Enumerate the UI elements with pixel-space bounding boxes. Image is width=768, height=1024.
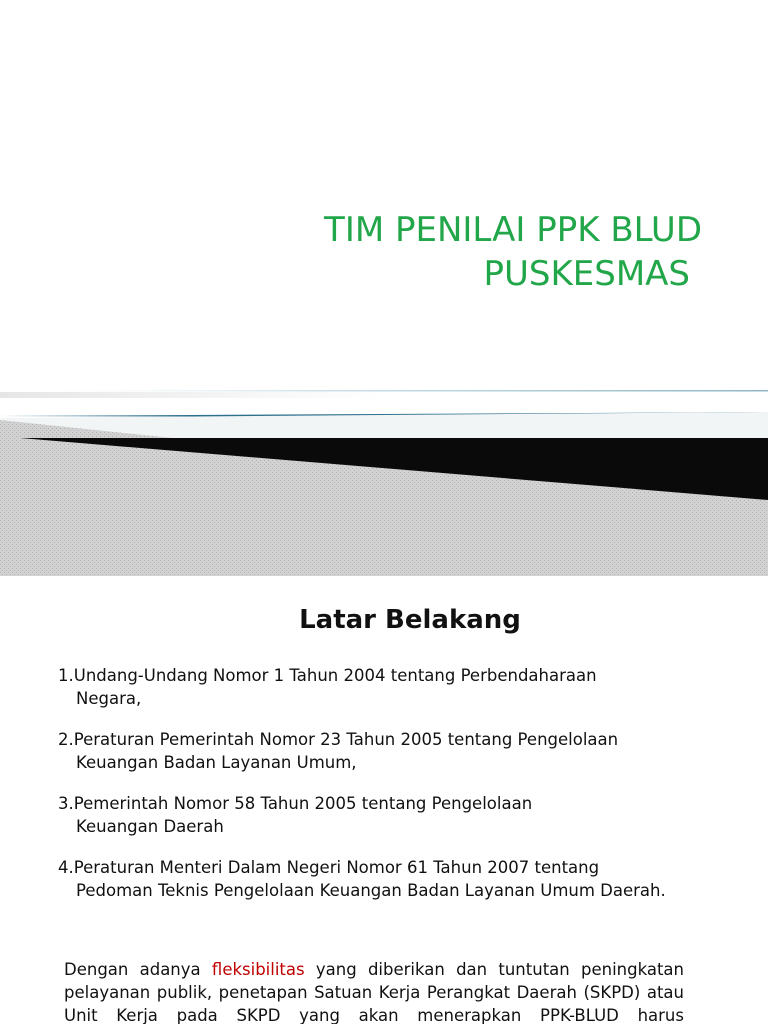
list-item — [58, 728, 718, 774]
content-slide — [0, 576, 768, 1024]
list-item-text — [58, 792, 532, 838]
list-item-number: 2. — [58, 730, 74, 749]
title-line-2: PUSKESMAS — [483, 254, 690, 294]
list-item-line: Peraturan Pemerintah Nomor 23 Tahun 2005 tentang Pengelolaan — [73, 730, 619, 749]
paragraph-text: pelayanan publik, penetapan Satuan Kerja Perangkat Daerah (SKPD) — [64, 983, 641, 1002]
section-heading: Latar Belakang — [299, 605, 521, 635]
title-line-1: TIM PENILAI PPK BLUD — [324, 210, 702, 250]
band-top-line — [0, 390, 768, 392]
paragraph-text: atau Unit Kerja pada SKPD yang akan menerapkan PPK-BLUD harus — [64, 983, 684, 1024]
list-item-line: Pemerintah Nomor 58 Tahun 2005 tentang Pengelolaan — [73, 794, 533, 813]
list-item — [58, 664, 718, 710]
list-item-line: Peraturan Menteri Dalam Negeri Nomor 61 Tahun 2007 tentang — [73, 858, 600, 877]
list-item-number: 4. — [58, 858, 74, 877]
decorative-band — [0, 388, 768, 576]
list-item — [58, 856, 718, 902]
body-paragraph — [64, 958, 684, 1024]
list-item-line: Undang-Undang Nomor 1 Tahun 2004 tentang Perbendaharaan — [73, 666, 597, 685]
list-item-line: Negara, — [76, 689, 142, 708]
list-item — [58, 792, 718, 838]
list-item-text — [58, 856, 666, 902]
paragraph-text: yang diberikan dan tuntutan peningkatan — [315, 960, 685, 979]
band-fade — [0, 392, 380, 398]
list-item-number: 3. — [58, 794, 74, 813]
paragraph-text: Dengan adanya — [64, 960, 201, 979]
list-item-text — [58, 664, 597, 710]
highlighted-word: fleksibilitas — [211, 960, 305, 979]
list-item-text — [58, 728, 618, 774]
list-item-line: Pedoman Teknis Pengelolaan Keuangan Badan Layanan Umum Daerah. — [76, 881, 666, 900]
list-item-number: 1. — [58, 666, 74, 685]
list-item-line: Keuangan Badan Layanan Umum, — [76, 753, 357, 772]
reference-list — [58, 664, 718, 920]
list-item-line: Keuangan Daerah — [76, 817, 224, 836]
